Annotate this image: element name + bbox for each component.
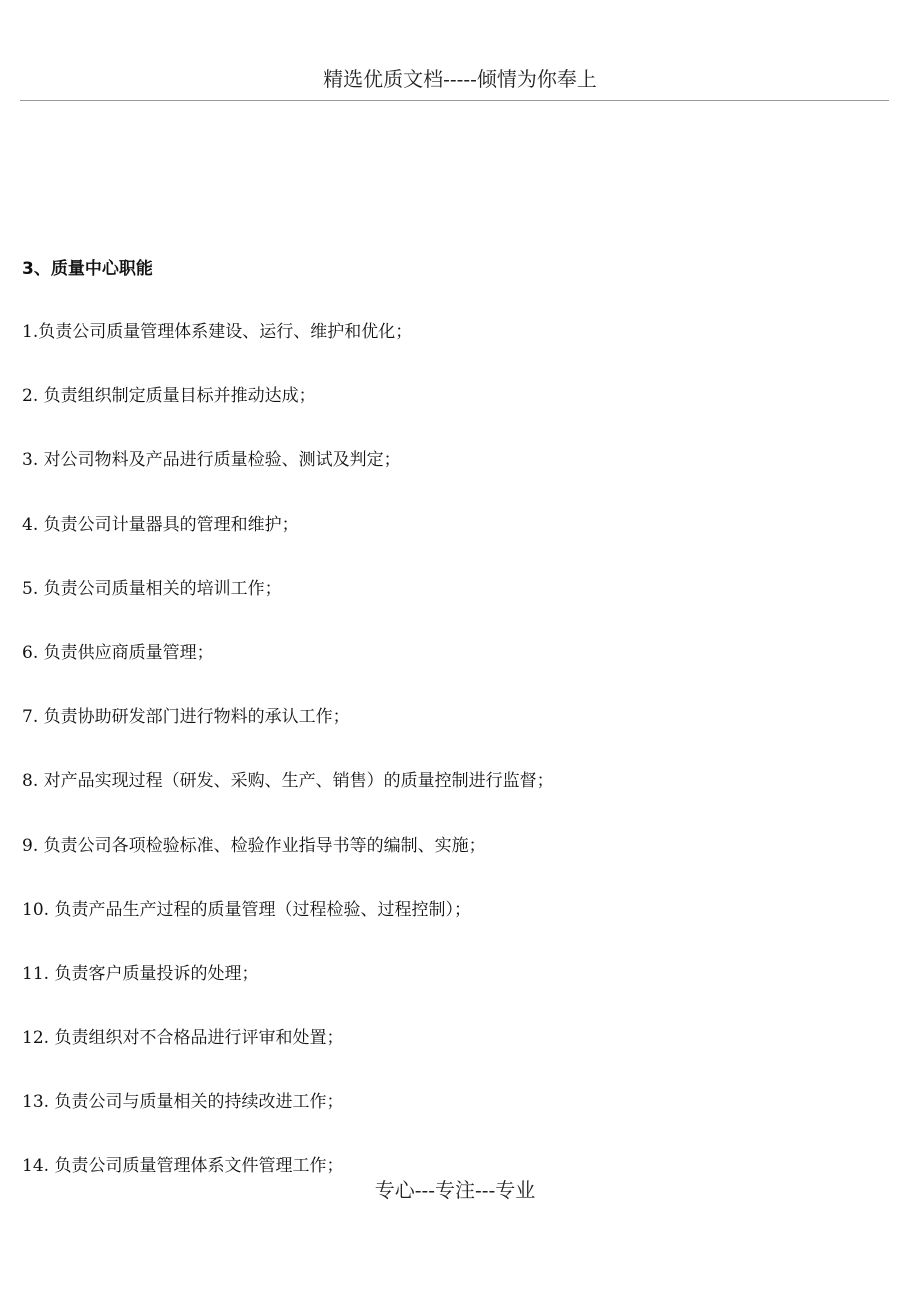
duty-item-12: 12. 负责组织对不合格品进行评审和处置； bbox=[22, 1028, 344, 1049]
duty-item-3: 3. 对公司物料及产品进行质量检验、测试及判定； bbox=[22, 450, 401, 471]
duty-item-11: 11. 负责客户质量投诉的处理； bbox=[22, 963, 259, 984]
duty-item-6: 6. 负责供应商质量管理； bbox=[22, 642, 214, 663]
duty-item-2: 2. 负责组织制定质量目标并推动达成； bbox=[22, 386, 316, 407]
duty-item-5: 5. 负责公司质量相关的培训工作； bbox=[22, 578, 282, 599]
duty-item-10: 10. 负责产品生产过程的质量管理（过程检验、过程控制）； bbox=[22, 899, 471, 920]
section-title: 3、质量中心职能 bbox=[22, 259, 153, 279]
duty-item-7: 7. 负责协助研发部门进行物料的承认工作； bbox=[22, 707, 350, 728]
duty-item-8: 8. 对产品实现过程（研发、采购、生产、销售）的质量控制进行监督； bbox=[22, 771, 554, 792]
duty-list bbox=[22, 318, 554, 1217]
duty-item-13: 13. 负责公司与质量相关的持续改进工作； bbox=[22, 1092, 344, 1113]
duty-item-9: 9. 负责公司各项检验标准、检验作业指导书等的编制、实施； bbox=[22, 835, 486, 856]
duty-item-14: 14. 负责公司质量管理体系文件管理工作； bbox=[22, 1156, 344, 1177]
header-divider bbox=[20, 100, 889, 101]
duty-item-1: 1.负责公司质量管理体系建设、运行、维护和优化； bbox=[22, 322, 413, 342]
duty-item-4: 4. 负责公司计量器具的管理和维护； bbox=[22, 514, 299, 535]
page-header: 精选优质文档-----倾情为你奉上 bbox=[323, 67, 597, 91]
page-footer: 专心---专注---专业 bbox=[374, 1178, 536, 1202]
